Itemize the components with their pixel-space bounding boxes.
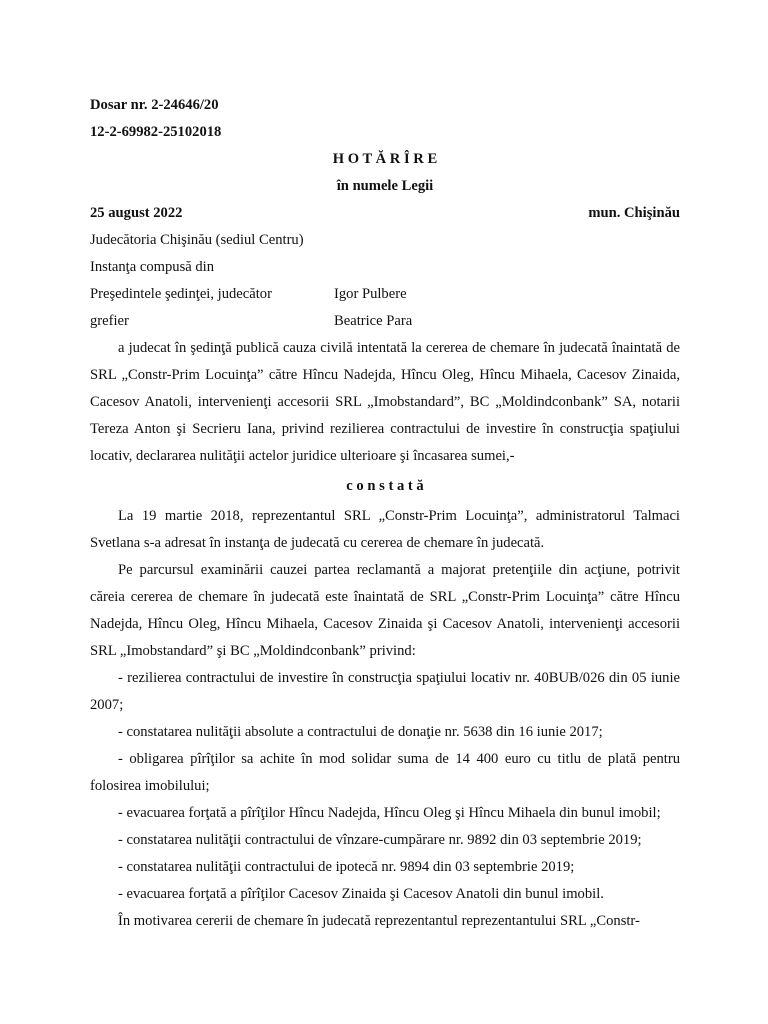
paragraph: Pe parcursul examinării cauzei partea reclamantă a majorat pretenţiile din acţiune, potrivit căreia cererea de chemare în judecată este înaintată de SRL „Constr-Prim Locuinţa” către Hîncu Nadejda, Hîncu Oleg, Hîncu Mihaela, Cacesov Zinaida şi Cacesov Anatoli, intervenienţi accesorii SRL „Imobstandard” şi BC „Moldindconbank” privind:: [90, 562, 680, 659]
decision-place: mun. Chişinău: [588, 205, 680, 221]
claim-item: - constatarea nulităţii absolute a contractului de donaţie nr. 5638 din 16 iunie 2017;: [118, 724, 603, 740]
case-code: 12-2-69982-25102018: [90, 124, 222, 140]
court-name: Judecătoria Chişinău (sediul Centru): [90, 232, 304, 248]
document-body: [90, 92, 680, 935]
claim-item: - evacuarea forţată a pîrîţilor Cacesov Zinaida şi Cacesov Anatoli din bunul imobil.: [118, 886, 604, 902]
section-title: c o n s t a t ă: [346, 478, 424, 494]
claim-item: - constatarea nulităţii contractului de ipotecă nr. 9894 din 03 septembrie 2019;: [118, 859, 575, 875]
document-title: H O T Ă R Î R E: [332, 151, 438, 167]
paragraph: La 19 martie 2018, reprezentantul SRL „Constr-Prim Locuinţa”, administratorul Talmaci Svetlana s-a adresat în instanţa de judecată cu cererea de chemare în judecată.: [90, 508, 680, 551]
president-label: Preşedintele şedinţei, judecător: [90, 286, 272, 302]
document-subtitle: în numele Legii: [336, 178, 434, 194]
president-row: [90, 281, 680, 308]
intro-paragraph: a judecat în şedinţă publică cauza civilă intentată la cererea de chemare în judecată înaintată de SRL „Constr-Prim Locuinţa” către Hîncu Nadejda, Hîncu Oleg, Hîncu Mihaela, Cacesov Zinaida, Cacesov Anatoli, intervenienţi accesorii SRL „Imobstandard”, BC „Moldindconbank” SA, notarii Tereza Anton şi Secrieru Iana, privind rezilierea contractului de investire în construcţia spaţiului locativ, declararea nulităţii actelor juridice ulterioare şi încasarea sumei,-: [90, 340, 680, 464]
claim-item: - evacuarea forţată a pîrîţilor Hîncu Nadejda, Hîncu Oleg şi Hîncu Mihaela din bunul imobil;: [118, 805, 661, 821]
court-composition: Instanţa compusă din: [90, 259, 215, 275]
clerk-name: Beatrice Para: [334, 313, 413, 329]
claim-item: - obligarea pîrîţilor sa achite în mod solidar suma de 14 400 euro cu titlu de plată pentru folosirea imobilului;: [90, 751, 680, 794]
clerk-row: [90, 308, 680, 335]
president-name: Igor Pulbere: [334, 286, 407, 302]
date-place-row: [90, 200, 680, 227]
case-number: Dosar nr. 2-24646/20: [90, 97, 219, 113]
claim-item: - rezilierea contractului de investire în construcţia spaţiului locativ nr. 40BUB/026 din 05 iunie 2007;: [90, 670, 680, 713]
closing-paragraph: În motivarea cererii de chemare în judecată reprezentantul reprezentantului SRL „Constr-: [118, 913, 640, 929]
claim-item: - constatarea nulităţii contractului de vînzare-cumpărare nr. 9892 din 03 septembrie 2019;: [118, 832, 642, 848]
decision-date: 25 august 2022: [90, 205, 183, 221]
clerk-label: grefier: [90, 313, 129, 329]
